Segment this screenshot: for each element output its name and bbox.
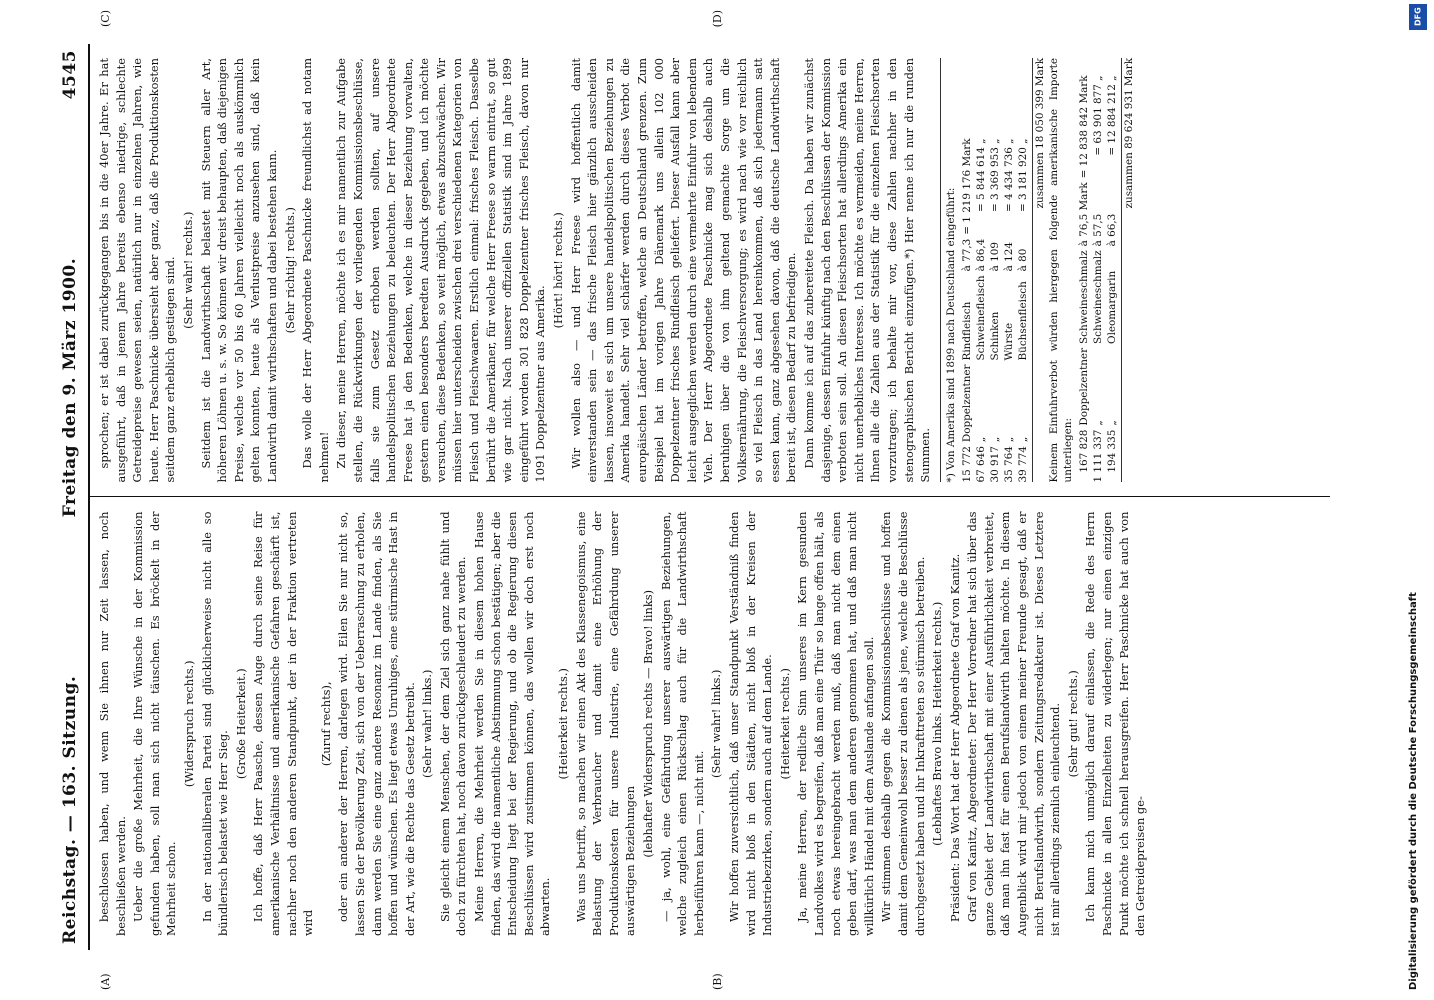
marker-d: (D) bbox=[711, 10, 724, 28]
cell-value: = 3 181 920 „ bbox=[1016, 138, 1029, 213]
marker-c: (C) bbox=[99, 10, 112, 27]
footnote-sum-1: zusammen 18 050 399 Mark bbox=[1032, 58, 1047, 483]
interjection: (Sehr richtig! rechts.) bbox=[282, 207, 297, 334]
cell-rate: à 66,3 bbox=[1105, 213, 1118, 247]
import-table-2 bbox=[1077, 71, 1119, 482]
cell-item: Schweineschmalz bbox=[1091, 250, 1104, 344]
right-column-body bbox=[96, 58, 934, 483]
footnote-intro: *) Von Amerika sind 1899 nach Deutschland eingeführt: bbox=[944, 187, 957, 483]
footnote-intro-2: Keinem Einfuhrverbot würden hiergegen folgende amerikanische Importe unterliegen: bbox=[1047, 58, 1074, 483]
cell-value: = 3 369 953 „ bbox=[988, 138, 1001, 213]
cell-item: Rindfleisch bbox=[960, 301, 973, 361]
cell-value: = 5 844 614 „ bbox=[974, 138, 987, 213]
interjection: (Zuruf rechts), bbox=[318, 681, 333, 767]
dfg-logo: DFG bbox=[1409, 4, 1427, 30]
paragraph: oder ein anderer der Herren, darlegen wird. Eilen Sie nur nicht so, lassen Sie der Bevölkerung Zeit, sich von der Ueberraschung zu erholen, dann werden Sie eine ganz andere Resonanz im Lande finden, als Sie hoffen und wünschen. Es liegt etwas Unruhiges, eine stürmische Hast in der Art, wie die Rechte das Gesetz betreibt. bbox=[336, 511, 417, 936]
cell-value: = 12 838 842 Mark bbox=[1077, 75, 1090, 179]
paragraph: Ich kann mich unmöglich darauf einlassen, die Rede des Herrn Paschnicke in allen Einzelheiten zu widerlegen; nur einen einzigen Punkt möchte ich schnell herausgreifen. Herr Paschnicke hat auch von den Getreidepreisen ge- bbox=[1083, 511, 1148, 936]
cell-item: Schinken bbox=[988, 311, 1001, 361]
cell-unit: „ bbox=[1002, 436, 1015, 443]
columns bbox=[90, 10, 1330, 990]
cell-rate: à 80 bbox=[1016, 248, 1029, 272]
cell-rate: à 86,4 bbox=[974, 238, 987, 272]
cell-rate: à 76,5 Mark bbox=[1077, 182, 1090, 247]
interjection: (lebhafter Widerspruch rechts — Bravo! links) bbox=[641, 589, 655, 858]
cell-qty: 167 828 bbox=[1077, 429, 1090, 473]
header-left: Reichstag. — 163. Sitzung. bbox=[60, 675, 80, 944]
paragraph: Wir wollen also — und Herr Freese wird hoffentlich damit einverstanden sein — das frische Fleisch hier gänzlich ausscheiden lassen, insoweit es sich um unsere handelspolitischen Beziehungen zu Amerika handelt. Sehr viel schärfer werden durch dieses Verbot die europäischen Länder betroffen, welche an Deutschland grenzen. Zum Beispiel hat im vorigen Jahre Dänemark uns allein 102 000 Doppelzentner frisches Rindfleisch geliefert. Dieser Ausfall kann aber leicht ausgeglichen werden durch eine vermehrte Einfuhr von lebendem Vieh. Der Herr Abgeordnete Paschnicke mag sich deshalb auch beruhigen über die von ihm geltend gemachte Sorge um die Volksernährung, die Fleischversorgung; es wird nach wie vor reichlich so viel Fleisch in das Land hereinkommen, daß sich jedermann satt essen kann, ganz abgesehen davon, daß die deutsche Landwirthschaft bereit ist, diesen Bedarf zu befriedigen. bbox=[568, 58, 799, 483]
cell-unit: Doppelzentner bbox=[960, 364, 973, 443]
interjection: (Sehr gut! rechts.) bbox=[1065, 670, 1080, 778]
left-column bbox=[90, 498, 1330, 990]
cell-qty: 39 774 bbox=[1016, 446, 1029, 483]
cell-unit: „ bbox=[988, 436, 1001, 443]
cell-value: = 4 434 736 „ bbox=[1002, 138, 1015, 213]
cell-qty: 194 335 bbox=[1105, 429, 1118, 473]
table-row bbox=[1016, 134, 1030, 482]
paragraph: Meine Herren, die Mehrheit werden Sie in diesem hohen Hause finden, das wird die namentliche Abstimmung schon bestätigen; aber die Entscheidung liegt bei der Regierung, und ob die Regierung diesen Beschlüssen wird zustimmen können, das wollen wir doch erst noch abwarten. bbox=[472, 511, 553, 936]
paragraph: Ja, meine Herren, der redliche Sinn unseres im Kern gesunden Landvolkes wird es begreifen, daß man eine Thür so lange offen hält, als noch etwas hereingebracht werden muß, daß man nicht dem einen geben darf, was man dem anderen genommen hat, und daß man nicht willkürlich Händel mit dem Auslande anfangen soll. bbox=[795, 511, 876, 936]
cell-qty: 67 646 bbox=[974, 446, 987, 483]
cell-qty: 1 111 337 bbox=[1091, 429, 1104, 483]
cell-item: Oleomargarin bbox=[1105, 270, 1118, 344]
cell-qty: 30 917 bbox=[988, 446, 1001, 483]
cell-rate: à 124 bbox=[1002, 242, 1015, 272]
paragraph: Ich hoffe, daß Herr Paasche, dessen Auge durch seine Reise für amerikanische Verhältnisse und amerikanische Gefahren geschärft ist, nachher noch den anderen Standpunkt, der in der Fraktion vertreten wird bbox=[251, 511, 316, 936]
interjection: (Lebhaftes Bravo links. Heiterkeit rechts.) bbox=[930, 601, 945, 846]
paragraph: — ja, wohl, eine Gefährdung unserer auswärtigen Beziehungen, welche zugleich einen Rückschlag auch für die Landwirthschaft herbeiführen kann —, nicht mit. bbox=[658, 511, 706, 936]
paragraph: Präsident: Das Wort hat der Herr Abgeordnete Graf von Kanitz. bbox=[947, 553, 962, 922]
cell-item: Schweinefleisch bbox=[974, 275, 987, 361]
marker-a: (A) bbox=[99, 973, 112, 990]
paragraph: beschlossen haben, und wenn Sie ihnen nur Zeit lassen, noch beschließen werden. bbox=[97, 511, 128, 936]
page-header bbox=[18, 44, 90, 950]
cell-rate: à 77,3 bbox=[960, 238, 973, 272]
import-table bbox=[960, 134, 1030, 482]
interjection: (Sehr wahr! links.) bbox=[709, 669, 724, 778]
paragraph: Sie gleicht einem Menschen, der dem Ziel sich ganz nahe fühlt und doch zu fürchten hat, noch davon zurückgeschleudert zu werden. bbox=[437, 511, 469, 936]
paragraph: Was uns betrifft, so machen wir einen Akt des Klassenegoismus, eine Belastung der Verbraucher und damit eine Erhöhung der Produktionskosten für unsere Industrie, eine Gefährdung unserer auswärtigen Beziehungen bbox=[573, 511, 638, 936]
interjection: (Sehr wahr! rechts.) bbox=[180, 211, 195, 329]
interjection: (Widerspruch rechts.) bbox=[181, 660, 196, 788]
table-row bbox=[1077, 71, 1091, 482]
right-column bbox=[90, 10, 1330, 498]
table-row bbox=[1105, 71, 1119, 482]
table-row bbox=[960, 134, 974, 482]
marker-b: (B) bbox=[711, 973, 724, 990]
cell-unit: Doppelzentner bbox=[1077, 347, 1090, 426]
interjection: (Große Heiterkeit.) bbox=[233, 668, 248, 780]
footnote-sum-2: zusammen 89 624 931 Mark bbox=[1121, 58, 1136, 483]
cell-qty: 35 764 bbox=[1002, 446, 1015, 483]
table-row bbox=[1002, 134, 1016, 482]
paragraph: Wir hoffen zuversichtlich, daß unser Standpunkt Verständniß finden wird nicht bloß in den Städten, nicht bloß in der Kreisen der Industriebezirken, sondern auch auf dem Lande. bbox=[726, 511, 775, 936]
table-row bbox=[974, 134, 988, 482]
credit-text: Digitalisierung gefördert durch die Deutsche Forschungsgemeinschaft bbox=[1408, 592, 1419, 990]
paragraph: sprochen; er ist dabei zurückgegangen bis in die 40er Jahre. Er hat ausgeführt, daß in jenem Jahre bereits ebenso niedrige, schlechte Getreidepreise gewesen seien, natürlich nur in einzelnen Jahren, wie heute. Herr Paschnicke übersieht aber ganz, daß die Produktionskosten seitdem ganz erheblich gestiegen sind. bbox=[97, 58, 178, 483]
interjection: (Sehr wahr! links.) bbox=[420, 669, 435, 778]
cell-unit: „ bbox=[1091, 420, 1104, 426]
cell-unit: „ bbox=[974, 436, 987, 443]
paragraph: Dann komme ich auf das zubereitete Fleisch. Da haben wir zunächst dasjenige, dessen Einfuhr künftig nach den Beschlüssen der Kommission verboten sein soll. An diesen Fleischsorten hat allerdings Amerika ein nicht unerhebliches Interesse. Ich möchte es vermeiden, meine Herren, Ihnen alle die Zahlen aus der Statistik für die einzelnen Fleischsorten vorzutragen; ich behalte mir vor, diese Zahlen nachher in den stenographischen Bericht einzufügen.*) Hier nenne ich nur die runden Summen. bbox=[801, 58, 933, 483]
cell-item: Schweineschmalz bbox=[1077, 250, 1090, 344]
cell-item: Würste bbox=[1002, 322, 1015, 361]
cell-item: Büchsenfleisch bbox=[1016, 281, 1029, 361]
interjection: (Hört! hört! rechts.) bbox=[551, 212, 566, 329]
interjection: (Heiterkeit rechts.) bbox=[556, 668, 571, 780]
cell-unit: „ bbox=[1105, 420, 1118, 426]
paragraph: Das wolle der Herr Abgeordnete Paschnicke freundlichst ad notam nehmen! bbox=[300, 58, 331, 483]
table-row bbox=[1091, 71, 1105, 482]
cell-value: = 1 219 176 Mark bbox=[960, 138, 973, 235]
interjection: (Heiterkeit rechts.) bbox=[777, 668, 792, 780]
paragraph: Wir stimmen deshalb gegen die Kommissionsbeschlüsse und hoffen damit dem Gemeinwohl besser zu dienen als jene, welche die Beschlüsse durchgesetzt haben und ihr Inkrafttreten so stürmisch betreiben. bbox=[879, 511, 927, 936]
cell-unit: „ bbox=[1016, 436, 1029, 443]
cell-value: = 12 884 212 „ bbox=[1105, 75, 1118, 156]
paragraph: Zu dieser, meine Herren, möchte ich es mir namentlich zur Aufgabe stellen, die Rückwirkungen der vorliegenden Kommissionsbeschlüsse, falls sie zum Gesetz erhoben werden sollten, auf unsere handelspolitischen Beziehungen zu beleuchten. Der Herr Abgeordnete Freese hat ja den Bedenken, welche in dieser Beziehung vorwalten, gestern einen besonders beredten Ausdruck gegeben, und ich möchte versuchen, diese Bedenken, so weit möglich, etwas abzuschwächen. Wir müssen hier unterscheiden zwischen drei verschiedenen Kategorien von Fleisch und Fleischwaaren. Erstlich einmal: frisches Fleisch. Dasselbe berührt die Amerikaner, für welche Herr Freese so warm eintrat, so gut wie gar nicht. Nach unserer offiziellen Statistik sind im Jahre 1899 eingeführt worden 301 828 Doppelzentner frisches Fleisch, davon nur 1091 Doppelzentner aus Amerika. bbox=[334, 58, 548, 483]
paragraph: Seitdem ist die Landwirthschaft belastet mit Steuern aller Art, höheren Löhnen u. s. w. So können wir dreist behaupten, daß diejenigen Preise, welche vor 50 bis 60 Jahren vielleicht noch als auskömmlich gelten konnten, heute als Verlustpreise anzusehen sind, daß kein Landwirth damit wirthschaften und dabei bestehen kann. bbox=[198, 58, 279, 483]
page-number: 4545 bbox=[60, 50, 80, 100]
table-row bbox=[988, 134, 1002, 482]
paragraph: Ueber die große Mehrheit, die Ihre Wünsche in der Kommission gefunden haben, soll man sich nicht täuschen. Es bröckelt in der Mehrheit schon. bbox=[131, 511, 179, 936]
cell-qty: 15 772 bbox=[960, 446, 973, 483]
cell-rate: à 57,5 bbox=[1091, 213, 1104, 247]
cell-value: = 63 901 877 „ bbox=[1091, 75, 1104, 156]
cell-rate: à 109 bbox=[988, 242, 1001, 272]
paragraph: In der nationalliberalen Partei sind glücklicherweise nicht alle so bündlerisch belastet wie Herr Sieg. bbox=[199, 511, 231, 936]
paragraph: Graf von Kanitz, Abgeordneter: Der Herr Vorredner hat sich über das ganze Gebiet der Landwirthschaft mit einer Ausführlichkeit verbreitet, daß man ihn fast für einen Berufslandwirth halten möchte. In diesem Augenblick wird mir jedoch von einem meiner Freunde gesagt, daß er nicht Berufslandwirth, sondern Zeitungsredakteur ist. Dieses Letztere ist mir allerdings ziemlich einleuchtend. bbox=[965, 511, 1063, 936]
header-date: Freitag den 9. März 1900. bbox=[60, 257, 80, 518]
credit-strip bbox=[1404, 0, 1434, 1000]
footnote bbox=[940, 58, 1136, 483]
